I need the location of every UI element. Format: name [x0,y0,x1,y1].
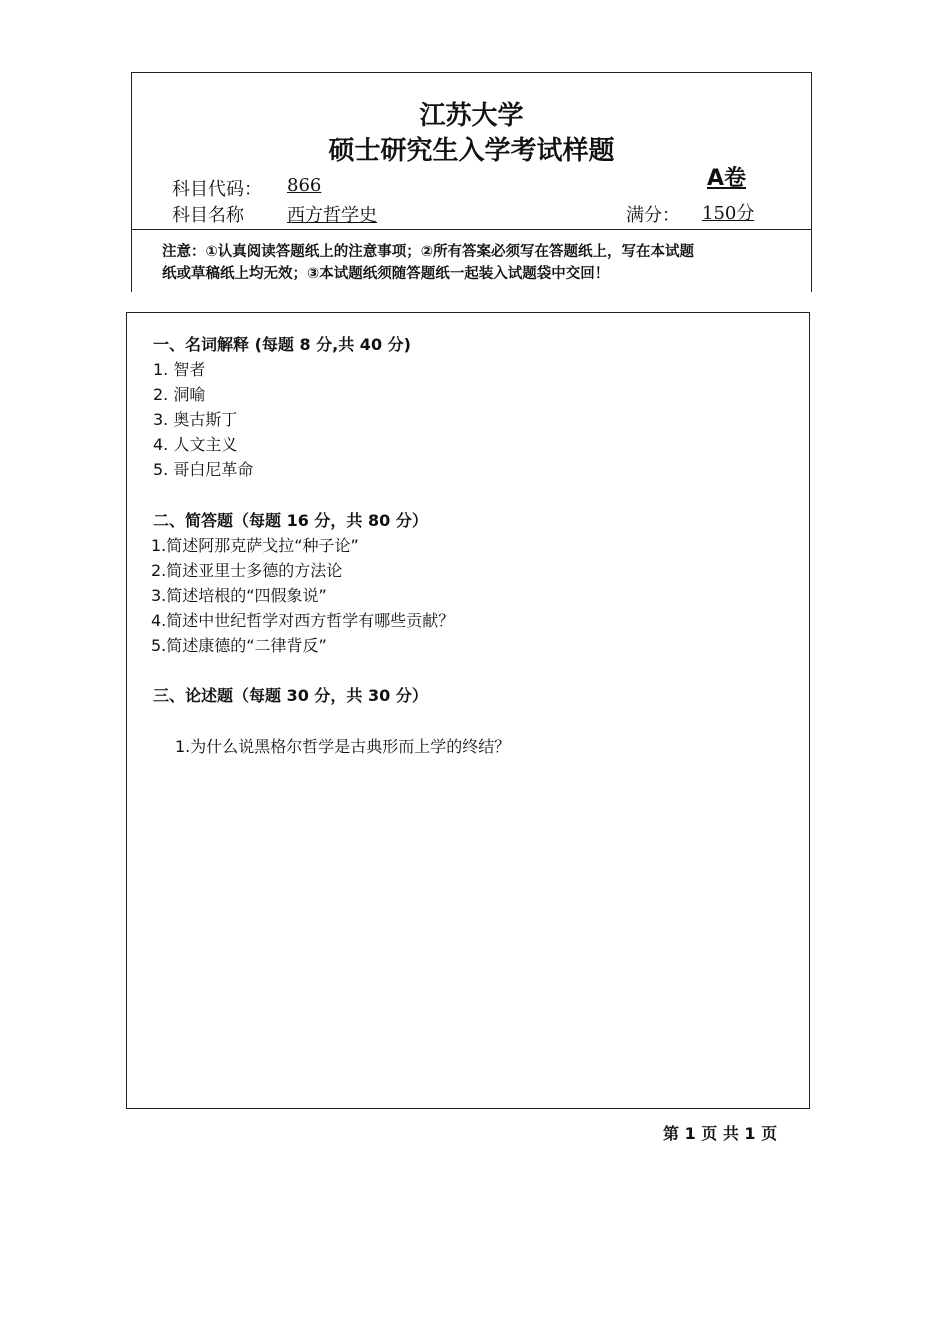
question-item: 2.简述亚里士多德的方法论 [151,561,343,580]
section-heading: 三、论述题（每题 30 分，共 30 分） [153,686,428,705]
exam-notice [162,241,774,285]
subject-code: 866 [287,175,322,196]
question-item: 4. 人文主义 [153,435,238,454]
full-score: 150分 [702,203,755,224]
notice-line: 注意：①认真阅读答题纸上的注意事项；②所有答案必须写在答题纸上，写在本试题 [162,244,695,260]
question-item: 3.简述培根的“四假象说” [151,586,327,605]
header-divider [132,229,811,230]
section-heading: 一、名词解释 (每题 8 分,共 40 分) [153,335,411,354]
question-item: 1.为什么说黑格尔哲学是古典形而上学的终结？ [175,737,511,756]
question-item: 5. 哥白尼革命 [153,460,254,479]
page-number: 第 1 页 共 1 页 [663,1124,778,1143]
paper-type: A卷 [707,166,747,191]
exam-header [131,72,812,292]
question-item: 4.简述中世纪哲学对西方哲学有哪些贡献？ [151,611,455,630]
question-item: 5.简述康德的“二律背反” [151,636,327,655]
section-heading: 二、简答题（每题 16 分，共 80 分） [153,511,428,530]
notice-line: 纸或草稿纸上均无效；③本试题纸须随答题纸一起装入试题袋中交回！ [162,266,610,282]
question-item: 1.简述阿那克萨戈拉“种子论” [151,536,359,555]
full-score-label: 满分： [626,205,680,226]
question-item: 2. 洞喻 [153,385,206,404]
subject-name-label: 科目名称 [172,205,244,226]
subject-name: 西方哲学史 [287,205,377,226]
question-area [126,312,810,1109]
question-item: 1. 智者 [153,360,206,379]
subject-code-label: 科目代码： [172,179,262,200]
question-item: 3. 奥古斯丁 [153,410,238,429]
exam-title: 硕士研究生入学考试样题 [328,136,615,166]
university-name: 江苏大学 [419,101,524,131]
